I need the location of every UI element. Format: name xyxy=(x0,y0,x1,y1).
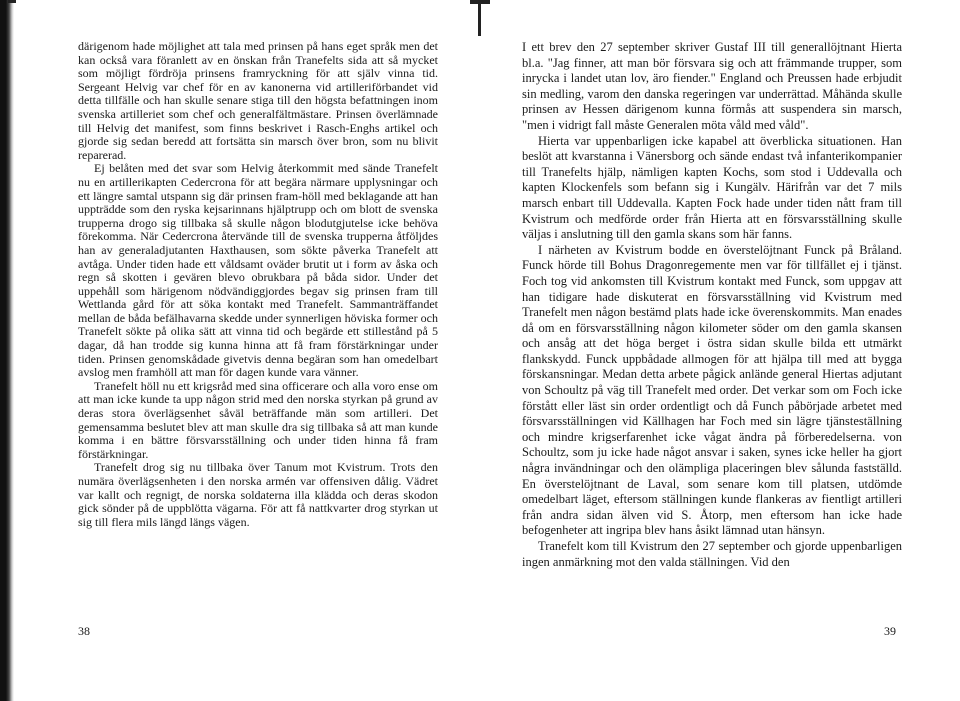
page-number-left: 38 xyxy=(78,624,90,638)
left-paragraph-3: Tranefelt höll nu ett krigsråd med sina officerare och alla voro ense om att man icke kunde ta upp någon strid med den norska styrkan på grund av deras stora överlägsenhet såväl beträffande män som artilleri. Det gemensamma beslutet blev att man skulle dra sig tillbaka så att man kunde komma i en bättre försvarsställning och under tiden hinna få fram förstärkningar. xyxy=(78,378,438,461)
right-paragraph-4: Tranefelt kom till Kvistrum den 27 september och gjorde uppenbarligen ingen anmärkning mot den valda ställningen. Vid den xyxy=(522,539,902,569)
page-edge-tick xyxy=(8,0,16,3)
left-paragraph-2: Ej belåten med det svar som Helvig återkommit med sände Tranefelt nu en artillerikapten Cedercrona för att begära närmare upplysningar och ett längre samtal utspann sig där prinsen fram-höll med beklagande att han uppträdde som den ryska kejsarinnans hjälptrupp och om blott de svenska trupperna drogo sig tillbaka så skulle någon blodutgjutelse icke behöva förekomma. När Cedercrona återvände till de svenska trupperna åtföljdes han av generaladjutanten Haxthausen, som sökte påverka Tranefelt att avtåga. Under tiden hade ett våldsamt oväder brutit ut i form av åska och regn så skotten i gevären blevo obrukbara på båda sidor. Under det uppehåll som härigenom nödvändiggjordes begav sig prinsen fram till Wettlanda gård för att söka kontakt med Tranefelt. Sammanträffandet mellan de båda befälhavarna skedde under synnerligen höviska former och Tranefelt sökte på olika sätt att vinna tid och begärde ett stillestånd på 5 dagar, då han trodde sig kunna hinna att få fram förstärkningar under tiden. Prinsen genomskådade givetvis denna begäran som han omedelbart avslog men framhöll att man för dagen kunde vara vänner. xyxy=(78,161,438,380)
left-paragraph-1: därigenom hade möjlighet att tala med prinsen på hans eget språk men det kan också vara föranlett av en önskan från Tranefelts sida att så mycket som möjligt fördröja prinsens framryckning för att själv vinna tid. Sergeant Helvig var chef för en av kanonerna vid artilleriförbandet vid detta tillfälle och han skulle senare stiga till den högsta befattningen inom svenska artilleriet som chef och generalfältmästare. Prinsen överlämnade till Helvig det manifest, som finns beskrivet i Rasch-Enghs artikel och gjorde sig sedan beredd att fortsätta sin marsch över bron, som nu blivit reparerad. xyxy=(78,39,438,162)
right-page xyxy=(522,40,902,570)
page-edge-shadow xyxy=(0,0,14,701)
gutter-mark xyxy=(478,0,481,36)
left-page xyxy=(78,40,438,529)
right-paragraph-3: I närheten av Kvistrum bodde en överstelöjtnant Funck på Bråland. Funck hörde till Bohus Dragonregemente men var för tillfället ej i tjänst. Foch tog vid ankomsten till Kvistrum kontakt med Funck, som uppgav att han tidigare hade diskuterat en försvarsställning vid Kvistrum med Tranefelt men någon bestämd plats hade icke överenskommits. Man enades då om en försvarsställning någon kilometer söder om den gamla skansen och ansåg att det höga berget i östra sidan skulle bilda ett utmärkt flankskydd. Funck uppbådade allmogen för att hjälpa till med att bygga förskansningar. Medan detta arbete pågick anlände general Hiertas adjutant von Schoultz på väg till Tranefelt med order. Det verkar som om Foch icke förstått eller läst sin order ordentligt och då Funch påbörjade arbetet med försvarsställningen vid Källhagen har Foch med sin lägre tjänsteställning och mindre krigserfarenhet icke vågat ändra på förberedelserna. von Schoultz, som ju icke hade något ansvar i saken, synes icke heller ha gjort några invändningar och den olämpliga placeringen blev sålunda fastställd. En överstelöjtnant de Laval, som senare kom till platsen, utdömde omedelbart läget, eftersom ställningen kunde flankeras av fientligt artilleri från andra sidan älven vid S. Åtorp, men eftersom han icke hade befogenheter att ingripa blev hans åsikt lämnad utan hänsyn. xyxy=(522,242,902,538)
page-number-right: 39 xyxy=(884,624,896,638)
right-paragraph-1: I ett brev den 27 september skriver Gustaf III till generallöjtnant Hierta bl.a. "Jag finner, att man bör försvara sig och att främmande trupper, som inrycka i landet utan lov, äro fiender." England och Preussen hade erbjudit sin medling, varom den danska regeringen var underrättad. Måhända skulle prinsen av Hessen därigenom kunna förmås att suspendera sin marsch, "men i vidrigt fall måste Generalen möta våld med våld". xyxy=(522,40,902,132)
right-paragraph-2: Hierta var uppenbarligen icke kapabel att överblicka situationen. Han beslöt att kvarstanna i Vänersborg och sände endast två infanterikompanier till Tranefelts hjälp, nämligen kapten Kochs, som stod i Uddevalla och kapten Klockenfels som befann sig i Kungälv. Härifrån var det 7 mils marsch enbart till Uddevalla. Kapten Fock hade under tiden nått fram till Kvistrum och medförde order från Hierta att en försvarsställning skulle väljas i anslutning till den gamla skans som här fanns. xyxy=(522,133,902,242)
left-paragraph-4: Tranefelt drog sig nu tillbaka över Tanum mot Kvistrum. Trots den numära överlägsenheten i den norska armén var offensiven dålig. Vädret var kallt och regnigt, de norska soldaterna illa klädda och deras skodon gick sönder på de uppblötta vägarna. För att få nattkvarter drog styrkan ut sig till flera mils längd längs vägen. xyxy=(78,460,438,529)
